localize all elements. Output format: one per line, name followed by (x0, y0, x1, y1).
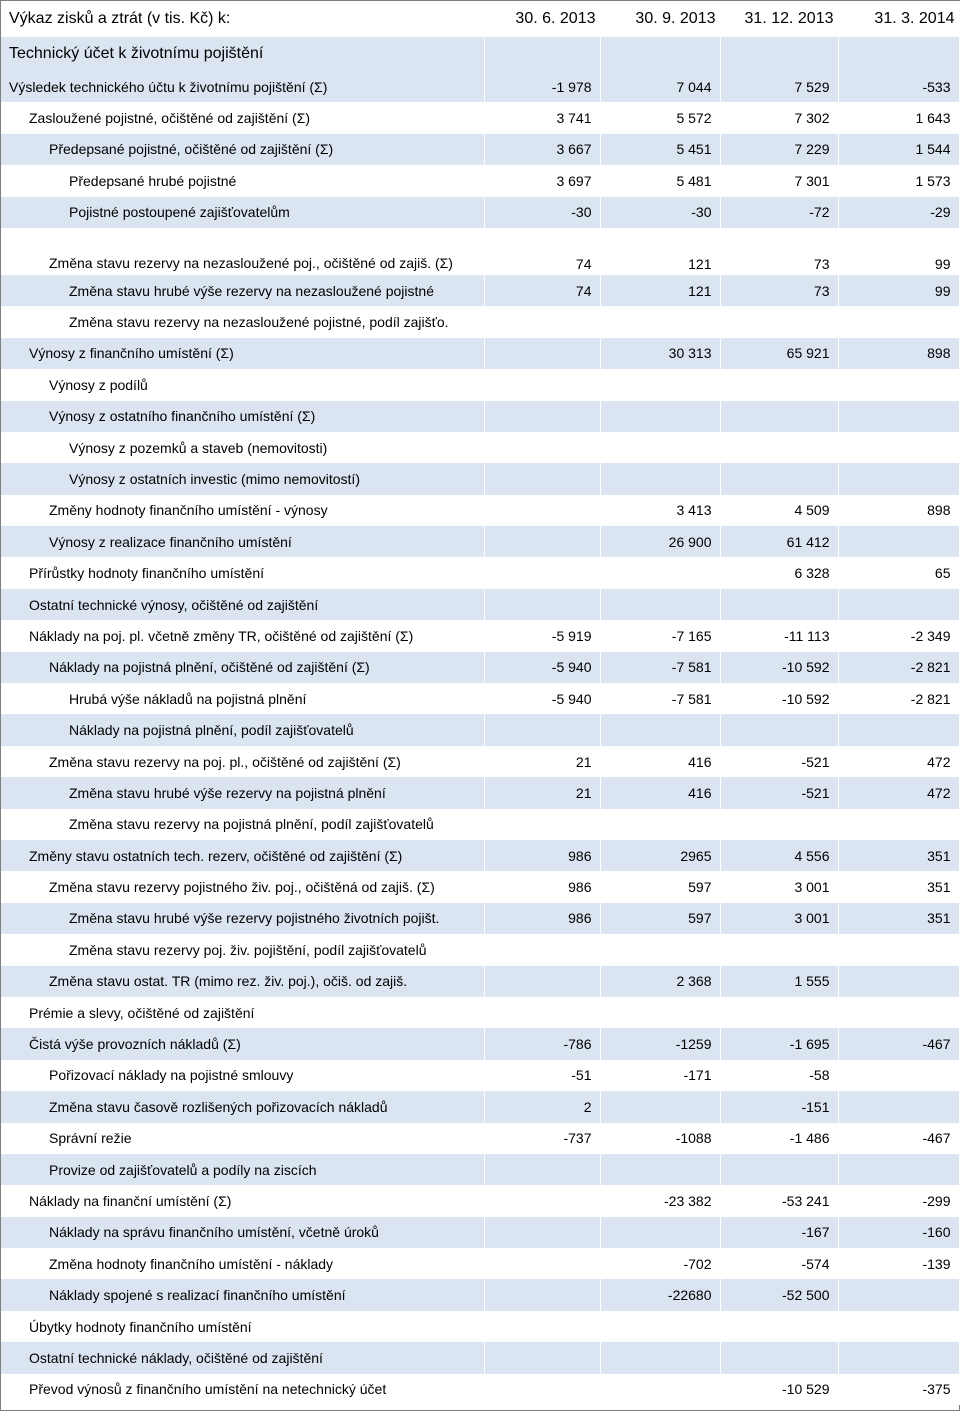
table-row (1, 1342, 959, 1373)
table-row (1, 71, 959, 102)
row-label: Výnosy z ostatního finančního umístění (Σ) (1, 401, 484, 432)
table-row (1, 777, 959, 808)
column-header: 31. 3. 2014 (838, 1, 959, 37)
table-row (1, 432, 959, 463)
row-value (838, 526, 959, 557)
row-value (484, 934, 600, 965)
table-row (1, 1154, 959, 1185)
row-label: Změna stavu hrubé výše rezervy na nezasloužené pojistné (1, 275, 484, 306)
row-value: 7 529 (720, 71, 838, 102)
row-value (838, 463, 959, 494)
section-title-row (1, 37, 959, 71)
table-row (1, 228, 959, 275)
row-label: Změna stavu rezervy pojistného živ. poj., očištěná od zajiš. (Σ) (1, 871, 484, 902)
row-value (600, 432, 720, 463)
row-value: 6 328 (720, 557, 838, 588)
row-value (484, 1248, 600, 1279)
row-value: 2965 (600, 840, 720, 871)
row-value: 3 697 (484, 165, 600, 196)
row-value (600, 401, 720, 432)
row-value (600, 934, 720, 965)
row-value (484, 997, 600, 1028)
table-row (1, 495, 959, 526)
row-value: 2 368 (600, 966, 720, 997)
row-value (838, 589, 959, 620)
table-row (1, 809, 959, 840)
row-value: -29 (838, 197, 959, 228)
row-value: -10 529 (720, 1374, 838, 1405)
row-value: 30 313 (600, 338, 720, 369)
header-row (1, 1, 959, 37)
row-value (720, 463, 838, 494)
row-value: -151 (720, 1091, 838, 1122)
row-value (600, 997, 720, 1028)
row-label: Ostatní technické výnosy, očištěné od zajištění (1, 589, 484, 620)
row-value: -1 486 (720, 1123, 838, 1154)
row-value: 74 (484, 275, 600, 306)
row-label: Pořizovací náklady na pojistné smlouvy (1, 1060, 484, 1091)
row-value (600, 1091, 720, 1122)
row-value: -167 (720, 1217, 838, 1248)
row-value: -467 (838, 1028, 959, 1059)
row-value: 4 509 (720, 495, 838, 526)
row-value: 4 556 (720, 840, 838, 871)
row-value: -52 500 (720, 1279, 838, 1310)
row-value (838, 1311, 959, 1342)
row-value (720, 401, 838, 432)
row-value (720, 1154, 838, 1185)
row-value: 898 (838, 495, 959, 526)
table-row (1, 338, 959, 369)
row-value: -11 113 (720, 620, 838, 651)
row-label: Přírůstky hodnoty finančního umístění (1, 557, 484, 588)
row-label: Prémie a slevy, očištěné od zajištění (1, 997, 484, 1028)
row-label: Předepsané pojistné, očištěné od zajištění (Σ) (1, 134, 484, 165)
table-row (1, 1217, 959, 1248)
row-value: 7 044 (600, 71, 720, 102)
row-label: Výnosy z ostatních investic (mimo nemovitostí) (1, 463, 484, 494)
row-value: 5 451 (600, 134, 720, 165)
row-value: 121 (600, 228, 720, 275)
row-value: 1 555 (720, 966, 838, 997)
table-row (1, 102, 959, 133)
row-value: 986 (484, 840, 600, 871)
row-value: -467 (838, 1123, 959, 1154)
row-value: 5 481 (600, 165, 720, 196)
row-value: 5 572 (600, 102, 720, 133)
row-value (484, 1342, 600, 1373)
row-value: -7 165 (600, 620, 720, 651)
row-label: Výnosy z pozemků a staveb (nemovitosti) (1, 432, 484, 463)
row-label: Výnosy z podílů (1, 369, 484, 400)
row-label: Změna stavu hrubé výše rezervy pojistného životních pojišt. (1, 903, 484, 934)
row-label: Zasloužené pojistné, očištěné od zajištění (Σ) (1, 102, 484, 133)
row-label: Výnosy z realizace finančního umístění (1, 526, 484, 557)
row-value (484, 557, 600, 588)
row-value (600, 1342, 720, 1373)
row-label: Provize od zajišťovatelů a podíly na ziscích (1, 1154, 484, 1185)
table-row (1, 1279, 959, 1310)
row-value (484, 1374, 600, 1405)
row-value (600, 463, 720, 494)
row-value (838, 432, 959, 463)
row-value: 21 (484, 746, 600, 777)
row-value: -5 940 (484, 652, 600, 683)
row-value: 986 (484, 903, 600, 934)
section-title: Technický účet k životnímu pojištění (1, 37, 484, 71)
row-value (838, 1154, 959, 1185)
row-value: -51 (484, 1060, 600, 1091)
row-value: 61 412 (720, 526, 838, 557)
row-value: -737 (484, 1123, 600, 1154)
table-row (1, 306, 959, 337)
column-header: 30. 6. 2013 (484, 1, 600, 37)
row-value: 416 (600, 777, 720, 808)
table-row (1, 652, 959, 683)
row-value: -1259 (600, 1028, 720, 1059)
row-label: Změna hodnoty finančního umístění - náklady (1, 1248, 484, 1279)
row-value (838, 934, 959, 965)
row-value (838, 401, 959, 432)
row-value: 986 (484, 871, 600, 902)
row-value (720, 997, 838, 1028)
row-label: Náklady na pojistná plnění, podíl zajišťovatelů (1, 714, 484, 745)
table-row (1, 401, 959, 432)
row-label: Změny stavu ostatních tech. rezerv, očištěné od zajištění (Σ) (1, 840, 484, 871)
row-value (720, 589, 838, 620)
table-row (1, 620, 959, 651)
row-label: Předepsané hrubé pojistné (1, 165, 484, 196)
row-value: 73 (720, 275, 838, 306)
row-value: -521 (720, 777, 838, 808)
row-label: Změna stavu rezervy na pojistná plnění, podíl zajišťovatelů (1, 809, 484, 840)
row-label: Změna stavu hrubé výše rezervy na pojistná plnění (1, 777, 484, 808)
row-label: Úbytky hodnoty finančního umístění (1, 1311, 484, 1342)
row-value (600, 1311, 720, 1342)
row-value: 416 (600, 746, 720, 777)
row-label: Správní režie (1, 1123, 484, 1154)
row-label: Změny hodnoty finančního umístění - výnosy (1, 495, 484, 526)
row-value (720, 432, 838, 463)
row-value (484, 463, 600, 494)
row-value (484, 338, 600, 369)
table-row (1, 1248, 959, 1279)
table-row (1, 134, 959, 165)
row-value (600, 1154, 720, 1185)
row-value: 3 001 (720, 903, 838, 934)
row-value: 351 (838, 840, 959, 871)
row-value: -574 (720, 1248, 838, 1279)
row-value (484, 589, 600, 620)
row-value (720, 306, 838, 337)
row-value (484, 1154, 600, 1185)
row-value (720, 809, 838, 840)
table-row (1, 1028, 959, 1059)
row-value (484, 1279, 600, 1310)
row-value: 99 (838, 228, 959, 275)
row-value: -10 592 (720, 683, 838, 714)
row-label: Pojistné postoupené zajišťovatelům (1, 197, 484, 228)
table-row (1, 463, 959, 494)
row-value: 21 (484, 777, 600, 808)
row-value (838, 369, 959, 400)
row-value (484, 306, 600, 337)
table-row (1, 526, 959, 557)
column-header: 30. 9. 2013 (600, 1, 720, 37)
table-row (1, 1123, 959, 1154)
table-row (1, 997, 959, 1028)
income-statement-table (1, 1, 960, 1405)
row-label: Změna stavu rezervy na nezasloužené pojistné, podíl zajišťo. (1, 306, 484, 337)
table-row (1, 1091, 959, 1122)
row-value: -299 (838, 1185, 959, 1216)
row-value (600, 557, 720, 588)
row-value (838, 1060, 959, 1091)
row-label: Výnosy z finančního umístění (Σ) (1, 338, 484, 369)
row-value: 3 413 (600, 495, 720, 526)
row-value: -1 695 (720, 1028, 838, 1059)
row-value (484, 369, 600, 400)
row-value (720, 369, 838, 400)
row-value (600, 1374, 720, 1405)
table-row (1, 197, 959, 228)
row-value: -1088 (600, 1123, 720, 1154)
table-row (1, 840, 959, 871)
row-value: -53 241 (720, 1185, 838, 1216)
row-value: -10 592 (720, 652, 838, 683)
row-value (720, 1342, 838, 1373)
column-header: 31. 12. 2013 (720, 1, 838, 37)
row-value: -786 (484, 1028, 600, 1059)
row-value: -5 940 (484, 683, 600, 714)
row-value: 74 (484, 228, 600, 275)
row-value: -702 (600, 1248, 720, 1279)
row-value (600, 1217, 720, 1248)
row-value: -2 349 (838, 620, 959, 651)
row-value: -160 (838, 1217, 959, 1248)
row-value (484, 432, 600, 463)
row-value (484, 401, 600, 432)
row-value (600, 369, 720, 400)
row-label: Čistá výše provozních nákladů (Σ) (1, 1028, 484, 1059)
row-value: -1 978 (484, 71, 600, 102)
table-row (1, 369, 959, 400)
row-label: Náklady na finanční umístění (Σ) (1, 1185, 484, 1216)
row-value: 1 643 (838, 102, 959, 133)
row-label: Změna stavu rezervy poj. živ. pojištění, podíl zajišťovatelů (1, 934, 484, 965)
table-row (1, 903, 959, 934)
table-row (1, 966, 959, 997)
table-row (1, 1311, 959, 1342)
row-value (484, 966, 600, 997)
row-value: 472 (838, 777, 959, 808)
row-value: 3 667 (484, 134, 600, 165)
row-label: Ostatní technické náklady, očištěné od zajištění (1, 1342, 484, 1373)
row-value: 121 (600, 275, 720, 306)
row-label: Náklady na správu finančního umístění, včetně úroků (1, 1217, 484, 1248)
row-value: 898 (838, 338, 959, 369)
table-row (1, 275, 959, 306)
row-value: -7 581 (600, 683, 720, 714)
row-value: 2 (484, 1091, 600, 1122)
row-value: -23 382 (600, 1185, 720, 1216)
row-value: 597 (600, 903, 720, 934)
row-label: Změna stavu ostat. TR (mimo rez. živ. poj.), očiš. od zajiš. (1, 966, 484, 997)
row-value (600, 589, 720, 620)
row-value: 7 302 (720, 102, 838, 133)
row-value: -2 821 (838, 652, 959, 683)
row-label: Výsledek technického účtu k životnímu pojištění (Σ) (1, 71, 484, 102)
row-value: 3 741 (484, 102, 600, 133)
table-row (1, 871, 959, 902)
row-value: 1 544 (838, 134, 959, 165)
row-value: -30 (484, 197, 600, 228)
row-label: Změna stavu časově rozlišených pořizovacích nákladů (1, 1091, 484, 1122)
row-value: -533 (838, 71, 959, 102)
row-value: -139 (838, 1248, 959, 1279)
row-value: 1 573 (838, 165, 959, 196)
table-row (1, 589, 959, 620)
row-value (838, 1342, 959, 1373)
row-value (720, 1311, 838, 1342)
table-row (1, 1060, 959, 1091)
row-value: -58 (720, 1060, 838, 1091)
row-value: -2 821 (838, 683, 959, 714)
row-value (720, 934, 838, 965)
table-row (1, 165, 959, 196)
row-value: -375 (838, 1374, 959, 1405)
row-value (600, 306, 720, 337)
row-value: 65 921 (720, 338, 838, 369)
row-value (484, 1185, 600, 1216)
row-value: 7 229 (720, 134, 838, 165)
row-value: 7 301 (720, 165, 838, 196)
row-value: 597 (600, 871, 720, 902)
row-value (838, 997, 959, 1028)
row-label: Náklady na poj. pl. včetně změny TR, očištěné od zajištění (Σ) (1, 620, 484, 651)
row-label: Změna stavu rezervy na poj. pl., očištěné od zajištění (Σ) (1, 746, 484, 777)
row-value: -30 (600, 197, 720, 228)
row-value (484, 495, 600, 526)
row-value (720, 714, 838, 745)
row-value: -5 919 (484, 620, 600, 651)
table-row (1, 746, 959, 777)
row-value (484, 714, 600, 745)
row-value (600, 714, 720, 745)
row-value: 26 900 (600, 526, 720, 557)
row-value: 99 (838, 275, 959, 306)
table-row (1, 934, 959, 965)
row-value (838, 1091, 959, 1122)
table-row (1, 557, 959, 588)
row-value: 3 001 (720, 871, 838, 902)
row-value: -521 (720, 746, 838, 777)
row-value: 73 (720, 228, 838, 275)
row-label: Náklady na pojistná plnění, očištěné od zajištění (Σ) (1, 652, 484, 683)
row-value (838, 714, 959, 745)
table-row (1, 1185, 959, 1216)
row-value (838, 306, 959, 337)
row-value: 65 (838, 557, 959, 588)
row-label: Hrubá výše nákladů na pojistná plnění (1, 683, 484, 714)
row-value (600, 809, 720, 840)
row-label: Náklady spojené s realizací finančního umístění (1, 1279, 484, 1310)
table-row (1, 714, 959, 745)
row-value (484, 1217, 600, 1248)
row-value: -22680 (600, 1279, 720, 1310)
row-value (484, 1311, 600, 1342)
row-value: -7 581 (600, 652, 720, 683)
row-value: -72 (720, 197, 838, 228)
row-value (484, 809, 600, 840)
table-row (1, 1374, 959, 1405)
row-value: 472 (838, 746, 959, 777)
row-value (838, 809, 959, 840)
row-label: Převod výnosů z finančního umístění na netechnický účet (1, 1374, 484, 1405)
row-value (838, 1279, 959, 1310)
report-title: Výkaz zisků a ztrát (v tis. Kč) k: (1, 1, 484, 37)
table-row (1, 683, 959, 714)
row-value (484, 526, 600, 557)
row-value: 351 (838, 871, 959, 902)
row-label: Změna stavu rezervy na nezasloužené poj., očištěné od zajiš. (Σ) (1, 228, 484, 275)
row-value: -171 (600, 1060, 720, 1091)
row-value: 351 (838, 903, 959, 934)
row-value (838, 966, 959, 997)
